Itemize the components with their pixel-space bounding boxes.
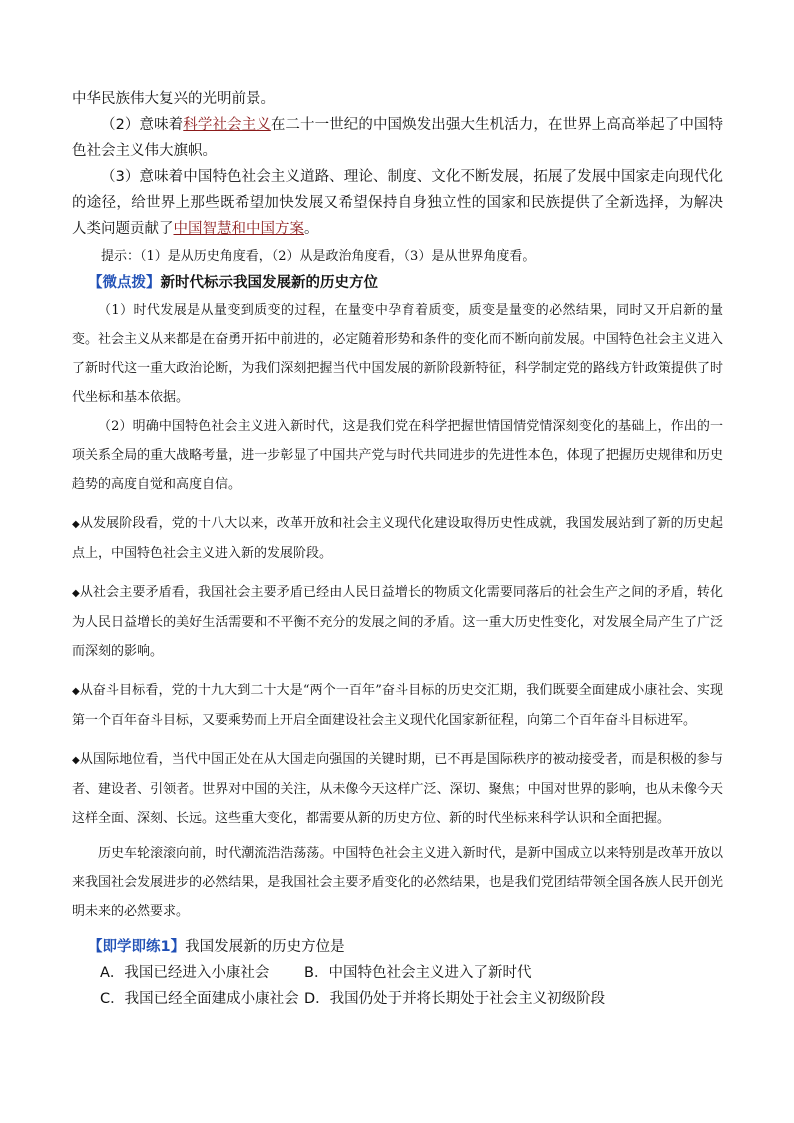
diamond-bullet-icon: ◆ bbox=[72, 519, 80, 530]
bullet-quote: “两个一百年” bbox=[302, 683, 382, 698]
hint-text: 提示：（1）是从历史角度看，（2）从是政治角度看，（3）是从世界角度看。 bbox=[101, 249, 536, 264]
bullet-text: 从国际地位看，当代中国正处在从大国走向强国的关键时期，已不再是国际秩序的被动接受者，而是积极的参与者、建设者、引领者。世界对中国的关注，从未像今天这样广泛、深切、聚焦；中国对世界的影响，也从未像今天这样全面、深刻、长远。这些重大变化，都需要从新的历史方位、新的时代坐标来科学认识和全面把握。 bbox=[72, 752, 723, 826]
bullet-item-international-status bbox=[72, 745, 723, 833]
point-paragraph-1: （1）时代发展是从量变到质变的过程，在量变中孕育着质变，质变是量变的必然结果，同时又开启新的量变。社会主义从来都是在奋勇开拓中前进的，必定随着形势和条件的变化而不断向前发展。中国特色社会主义进入了新时代这一重大政治论断，为我们深刻把握当代中国发展的新阶段新特征，科学制定党的路线方针政策提供了时代坐标和基本依据。 bbox=[72, 303, 723, 405]
meaning-paragraph-3 bbox=[72, 164, 723, 242]
bullet-item-main-contradiction bbox=[72, 578, 723, 666]
exercise-question bbox=[72, 934, 723, 960]
bullet-item-development-stage bbox=[72, 509, 723, 568]
closing-paragraph: 历史车轮滚滚向前，时代潮流浩浩荡荡。中国特色社会主义进入新时代，是新中国成立以来特别是改革开放以来我国社会发展进步的必然结果，是我国社会主要矛盾变化的必然结果，也是我们党团结带领全国各族人民开创光明未来的必然要求。 bbox=[72, 846, 723, 919]
diamond-bullet-icon: ◆ bbox=[72, 686, 80, 697]
meaning-2-suffix: 在二十一世纪的中国焕发出强大生机活力，在世界上高高举起了中国特色社会主义伟大旗帜。 bbox=[72, 117, 723, 159]
bullet-text: 从发展阶段看，党的十八大以来，改革开放和社会主义现代化建设取得历史性成就，我国发展站到了新的历史起点上，中国特色社会主义进入新的发展阶段。 bbox=[72, 516, 723, 561]
options-row-1 bbox=[100, 960, 723, 986]
answer-options bbox=[72, 960, 723, 1012]
options-row-2 bbox=[100, 986, 723, 1012]
section-title: 新时代标示我国发展新的历史方位 bbox=[160, 275, 378, 291]
option-c[interactable]: C．我国已经全面建成小康社会 bbox=[100, 991, 299, 1007]
section-tag: 【微点拨】 bbox=[88, 275, 161, 291]
bullet-item-goals bbox=[72, 676, 723, 735]
intro-paragraph: 中华民族伟大复兴的光明前景。 bbox=[72, 91, 275, 107]
exercise-question-text: 我国发展新的历史方位是 bbox=[185, 939, 345, 955]
bullet-text-prefix: 从奋斗目标看，党的十九大到二十大是 bbox=[79, 683, 303, 698]
scientific-socialism-link[interactable]: 科学社会主义 bbox=[183, 117, 271, 133]
exercise-tag: 【即学即练1】 bbox=[88, 939, 186, 955]
meaning-3-suffix: 。 bbox=[304, 221, 319, 237]
section-heading bbox=[72, 270, 723, 296]
bullet-text-suffix: 奋斗目标的历史交汇期，我们既要全面建成小康社会、实现第一个百年奋斗目标，又要乘势而上开启全面建设社会主义现代化国家新征程，向第二个百年奋斗目标进军。 bbox=[72, 683, 723, 728]
document-page bbox=[72, 86, 723, 1012]
point-paragraph-2: （2）明确中国特色社会主义进入新时代，这是我们党在科学把握世情国情党情深刻变化的基础上，作出的一项关系全局的重大战略考量，进一步彰显了中国共产党与时代共同进步的先进性本色，体现了把握历史规律和历史趋势的高度自觉和高度自信。 bbox=[72, 419, 723, 492]
diamond-bullet-icon: ◆ bbox=[72, 755, 80, 766]
option-b[interactable]: B．中国特色社会主义进入了新时代 bbox=[304, 965, 532, 981]
diamond-bullet-icon: ◆ bbox=[72, 588, 80, 599]
meaning-3-prefix: （3）意味着中国特色社会主义道路、理论、制度、文化不断发展，拓展了发展中国家走向现代化的途径，给世界上那些既希望加快发展又希望保持自身独立性的国家和民族提供了全新选择，为解决人类问题贡献了 bbox=[72, 169, 723, 237]
meaning-2-prefix: （2）意味着 bbox=[101, 117, 184, 133]
bullet-text: 从社会主要矛盾看，我国社会主要矛盾已经由人民日益增长的物质文化需要同落后的社会生产之间的矛盾，转化为人民日益增长的美好生活需要和不平衡不充分的发展之间的矛盾。这一重大历史性变化，对发展全局产生了广泛而深刻的影响。 bbox=[72, 585, 723, 659]
option-a[interactable]: A．我国已经进入小康社会 bbox=[100, 965, 270, 981]
option-d[interactable]: D．我国仍处于并将长期处于社会主义初级阶段 bbox=[304, 991, 606, 1007]
china-wisdom-link[interactable]: 中国智慧和中国方案 bbox=[173, 221, 304, 237]
meaning-paragraph-2 bbox=[72, 112, 723, 164]
